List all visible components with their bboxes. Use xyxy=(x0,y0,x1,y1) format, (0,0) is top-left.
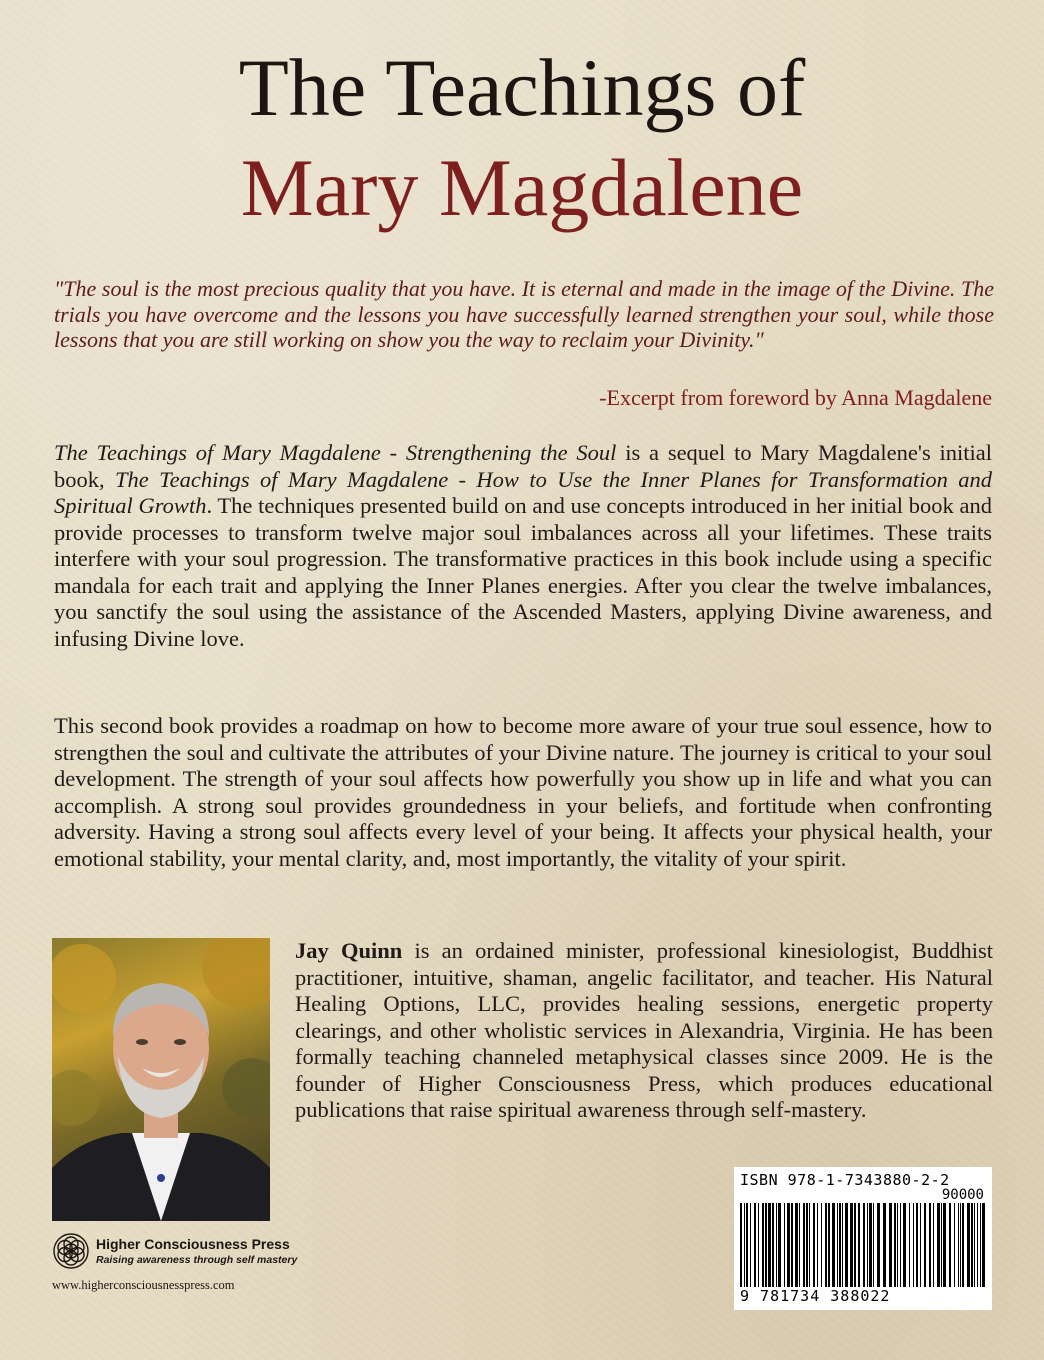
book-title-italic: The Teachings of Mary Magdalene - Strengthening the Soul xyxy=(54,440,617,465)
isbn-text: ISBN 978-1-7343880-2-2 xyxy=(740,1171,950,1189)
author-bio-text: is an ordained minister, professional kinesiologist, Buddhist practitioner, intuitive, shaman, angelic facilitator, and teacher. His Natural Healing Options, LLC, provides healing sessions, energetic property clearings, and other wholistic services in Alexandria, Virginia. He has been formally teaching channeled metaphysical classes since 2009. He is the founder of Higher Consciousness Press, which produces educational publications that raise spiritual awareness through self-mastery. xyxy=(295,938,993,1122)
paragraph-text: . The techniques presented build on and use concepts introduced in her initial book and provide processes to transform twelve major soul imbalances across all your lifetimes. These traits interfere with your soul progression. The transformative practices in this book include using a specific mandala for each trait and applying the Inner Planes energies. After you clear the twelve imbalances, you sanctify the soul using the assistance of the Ascended Masters, applying Divine awareness, and infusing Divine love. xyxy=(54,493,992,651)
publisher-tagline: Raising awareness through self mastery xyxy=(96,1254,298,1266)
author-name: Jay Quinn xyxy=(295,938,403,963)
author-bio xyxy=(295,938,993,1124)
publisher-name: Higher Consciousness Press xyxy=(96,1236,290,1252)
first-book-title-italic: The Teachings of Mary Magdalene - How to Use the Inner Planes for Transformation and Spiritual Growth xyxy=(54,466,993,518)
paragraph-text: is a sequel to Mary Magdalene's initial book, xyxy=(54,440,992,492)
price-code: 90000 xyxy=(941,1187,984,1203)
description-paragraph-2: This second book provides a roadmap on how to become more aware of your true soul essence, how to strengthen the soul and cultivate the attributes of your Divine nature. The journey is critical to your soul development. The strength of your soul affects how powerfully you show up in life and what you can accomplish. A strong soul provides groundedness in your beliefs, and fortitude when confronting adversity. Having a strong soul affects every level of your being. It affects your physical health, your emotional stability, your mental clarity, and, most importantly, the vitality of your spirit. xyxy=(54,713,992,871)
book-title-line2: Mary Magdalene xyxy=(240,142,804,233)
foreword-quote: "The soul is the most precious quality that you have. It is eternal and made in the image of the Divine. The trials you have overcome and the lessons you have successfully learned strengthen your soul, while those lessons that you are still working on show you the way to reclaim your Divinity." xyxy=(54,276,994,352)
quote-attribution: -Excerpt from foreword by Anna Magdalene xyxy=(599,385,992,410)
flower-of-life-icon xyxy=(52,1232,90,1270)
barcode-icon xyxy=(740,1203,986,1287)
ean-digits: 9 781734 388022 xyxy=(740,1287,891,1305)
description-paragraph-1 xyxy=(54,440,992,652)
publisher-block xyxy=(52,1232,298,1312)
author-photo xyxy=(52,938,270,1221)
book-title-line1: The Teachings of xyxy=(238,42,806,133)
publisher-url: www.higherconsciousnesspress.com xyxy=(52,1278,235,1292)
barcode-box xyxy=(734,1167,992,1310)
